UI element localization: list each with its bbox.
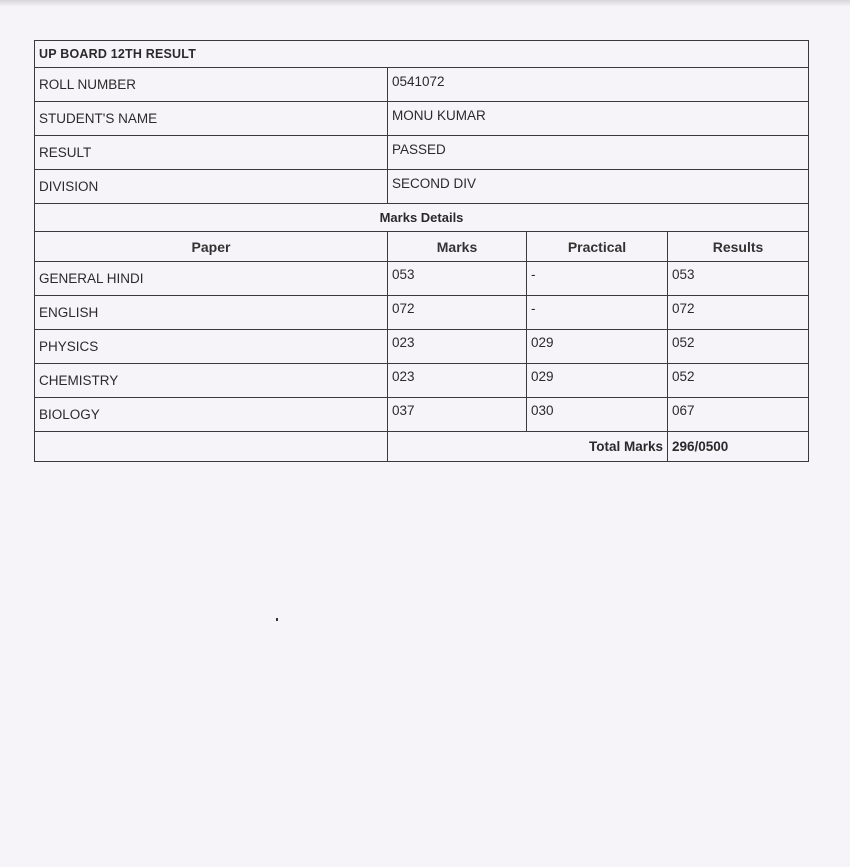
paper-top-edge (0, 0, 850, 6)
paper-cell: GENERAL HINDI (35, 262, 388, 296)
paper-column-header: Paper (35, 232, 388, 262)
practical-cell: 029 (527, 364, 668, 398)
ink-speck (276, 618, 278, 621)
result-table (34, 40, 809, 462)
division-row (35, 170, 809, 204)
roll-number-row (35, 68, 809, 102)
marks-section-title: Marks Details (35, 204, 809, 232)
result-cell: 067 (668, 398, 809, 432)
paper-cell: PHYSICS (35, 330, 388, 364)
total-marks-value: 296/0500 (668, 432, 809, 462)
student-name-label: STUDENT'S NAME (35, 102, 388, 136)
division-value: SECOND DIV (388, 170, 809, 204)
title-row (35, 41, 809, 68)
table-row (35, 398, 809, 432)
marks-column-header: Marks (388, 232, 527, 262)
result-label: RESULT (35, 136, 388, 170)
results-column-header: Results (668, 232, 809, 262)
paper-cell: ENGLISH (35, 296, 388, 330)
student-name-value: MONU KUMAR (388, 102, 809, 136)
result-cell: 053 (668, 262, 809, 296)
practical-cell: - (527, 296, 668, 330)
marks-cell: 023 (388, 364, 527, 398)
practical-column-header: Practical (527, 232, 668, 262)
practical-cell: 029 (527, 330, 668, 364)
student-name-row (35, 102, 809, 136)
practical-cell: 030 (527, 398, 668, 432)
division-label: DIVISION (35, 170, 388, 204)
practical-cell: - (527, 262, 668, 296)
table-row (35, 364, 809, 398)
total-marks-label: Total Marks (388, 432, 668, 462)
result-value: PASSED (388, 136, 809, 170)
marks-cell: 037 (388, 398, 527, 432)
roll-number-label: ROLL NUMBER (35, 68, 388, 102)
result-row (35, 136, 809, 170)
result-title: UP BOARD 12TH RESULT (35, 41, 809, 68)
total-empty-cell (35, 432, 388, 462)
roll-number-value: 0541072 (388, 68, 809, 102)
paper-cell: CHEMISTRY (35, 364, 388, 398)
table-row (35, 262, 809, 296)
table-row (35, 296, 809, 330)
table-row (35, 330, 809, 364)
marks-cell: 023 (388, 330, 527, 364)
result-cell: 052 (668, 330, 809, 364)
marks-section-row (35, 204, 809, 232)
paper-cell: BIOLOGY (35, 398, 388, 432)
total-row (35, 432, 809, 462)
marks-cell: 072 (388, 296, 527, 330)
marks-header-row (35, 232, 809, 262)
result-cell: 072 (668, 296, 809, 330)
result-cell: 052 (668, 364, 809, 398)
marks-cell: 053 (388, 262, 527, 296)
